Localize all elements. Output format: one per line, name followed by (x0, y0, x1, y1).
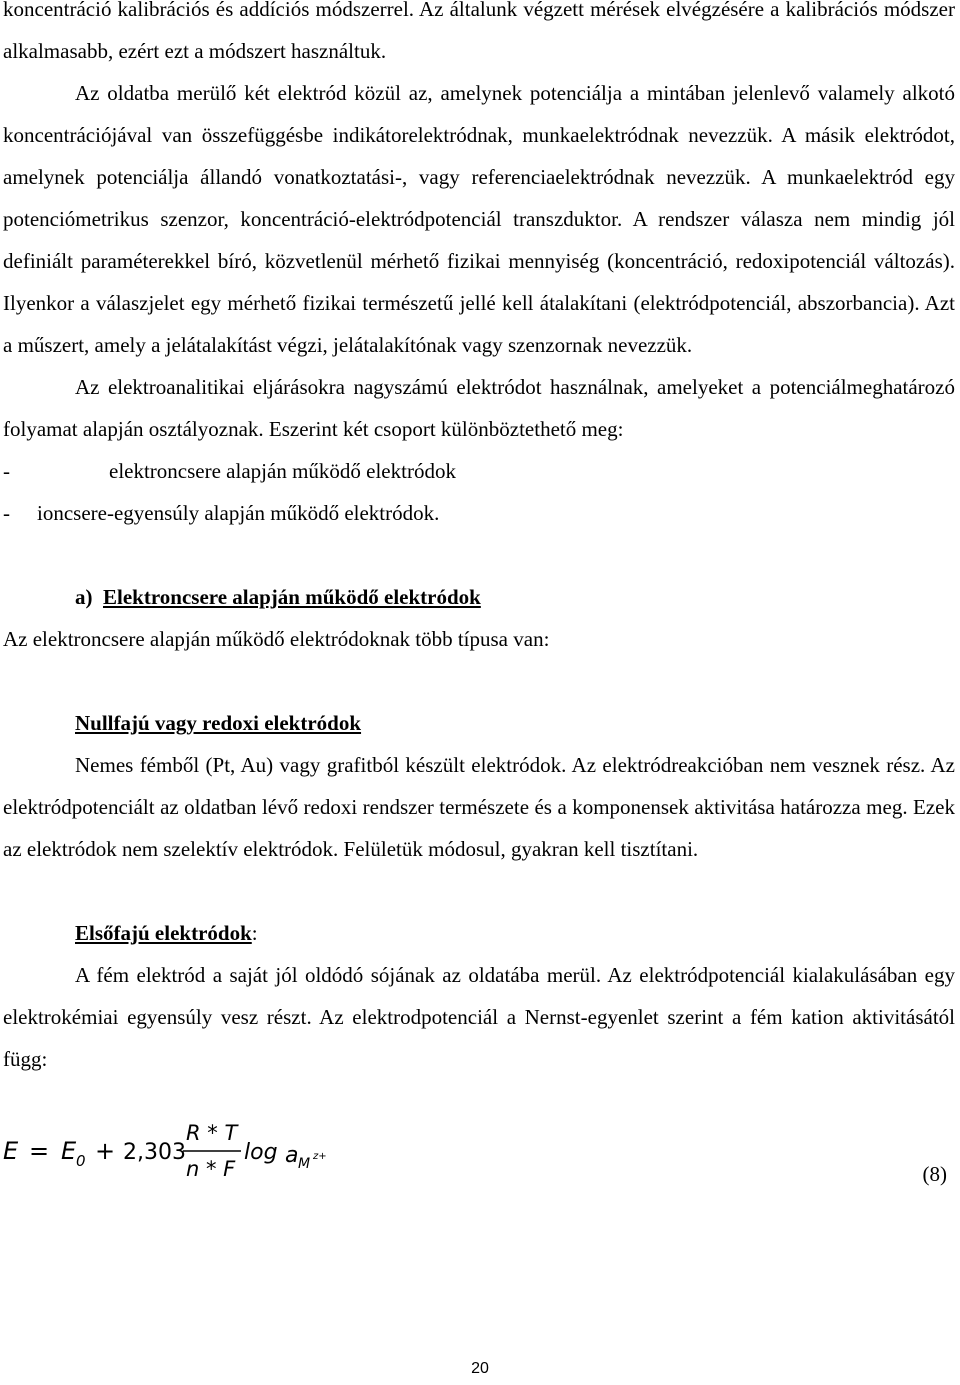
section-title: Elektroncsere alapján működő elektródok (103, 585, 481, 609)
subheading-nullfaju: Nullfajú vagy redoxi elektródok (75, 711, 362, 735)
equation-row (3, 1114, 955, 1204)
equation-activity-superscript: z+ (313, 1151, 327, 1162)
electrode-group-list (3, 450, 955, 534)
paragraph-classification: Az elektroanalitikai eljárásokra nagyszámú elektródot használnak, amelyeket a potenciálmeghatározó folyamat alapján osztályoznak. Eszerint két csoport különböztethető meg: (3, 375, 955, 441)
equation-number: (8) (922, 1162, 947, 1186)
section-label: a) (75, 585, 93, 609)
equation-equals: = (29, 1137, 50, 1165)
paragraph-electrodes: Az oldatba merülő két elektród közül az, amelynek potenciálja a mintában jelenlevő valamely alkotó koncentrációjával van összefüggésbe indikátorelektródnak, munkaelektródnak nevezzük. A másik elektródot, amelynek potenciálja állandó vonatkoztatási-, vagy referenciaelektródnak nevezzük. A munkaelektród egy potenciómetrikus szenzor, koncentráció-elektródpotenciál transzduktor. A rendszer válasza nem mindig jól definiált paraméterekkel bíró, közvetlenül mérhető fizikai mennyiség (koncentráció, redoxipotenciál változás). Ilyenkor a válaszjelet egy mérhető fizikai természetű jellé kell átalakítani (elektródpotenciál, abszorbancia). Azt a műszert, amely a jelátalakítást végzi, jelátalakítónak vagy szenzornak nevezzük. (3, 81, 955, 357)
equation-activity-subscript: M (298, 1156, 311, 1172)
nernst-equation (3, 1114, 363, 1194)
equation-plus: + (95, 1137, 116, 1165)
section-intro: Az elektroncsere alapján működő elektródoknak több típusa van: (3, 627, 550, 651)
equation-lhs: E (3, 1137, 19, 1165)
list-item (3, 492, 955, 534)
equation-numerator: R * T (186, 1121, 238, 1145)
equation-coefficient: 2,303 (123, 1140, 186, 1165)
document-page (3, 0, 955, 1204)
page-number: 20 (471, 1360, 489, 1377)
equation-denominator: n * F (186, 1157, 236, 1181)
subheading-colon: : (251, 921, 258, 945)
list-marker: - (3, 459, 10, 483)
paragraph-calibration: koncentráció kalibrációs és addíciós módszerrel. Az általunk végzett mérések elvégzésére a kalibrációs módszer alkalmasabb, ezért ezt a módszert használtuk. (3, 0, 955, 63)
equation-log: log (244, 1140, 278, 1165)
equation-activity: a (285, 1143, 299, 1168)
paragraph-nullfaju: Nemes fémből (Pt, Au) vagy grafitból készült elektródok. Az elektródreakcióban nem vesznek rész. Az elektródpotenciált az oldatban lévő redoxi rendszer természete és a komponensek aktivitása határozza meg. Ezek az elektródok nem szelektív elektródok. Felületük módosul, gyakran kell tisztítani. (3, 753, 955, 861)
subheading-elsofaju (3, 912, 955, 954)
subheading-elsofaju-title: Elsőfajú elektródok (75, 921, 252, 945)
section-heading-a (3, 576, 955, 618)
equation-e0-subscript: 0 (76, 1152, 86, 1170)
paragraph-elsofaju: A fém elektród a saját jól oldódó sójának az oldatába merül. Az elektródpotenciál kialakulásában egy elektrokémiai egyensúly vesz részt. Az elektrodpotenciál a Nernst-egyenlet szerint a fém kation aktivitásától függ: (3, 963, 955, 1071)
list-marker: - (3, 501, 10, 525)
list-item-text: elektroncsere alapján működő elektródok (109, 459, 456, 483)
list-item (3, 450, 955, 492)
equation-e0: E (61, 1137, 77, 1165)
list-item-text: ioncsere-egyensúly alapján működő elektródok. (37, 501, 440, 525)
